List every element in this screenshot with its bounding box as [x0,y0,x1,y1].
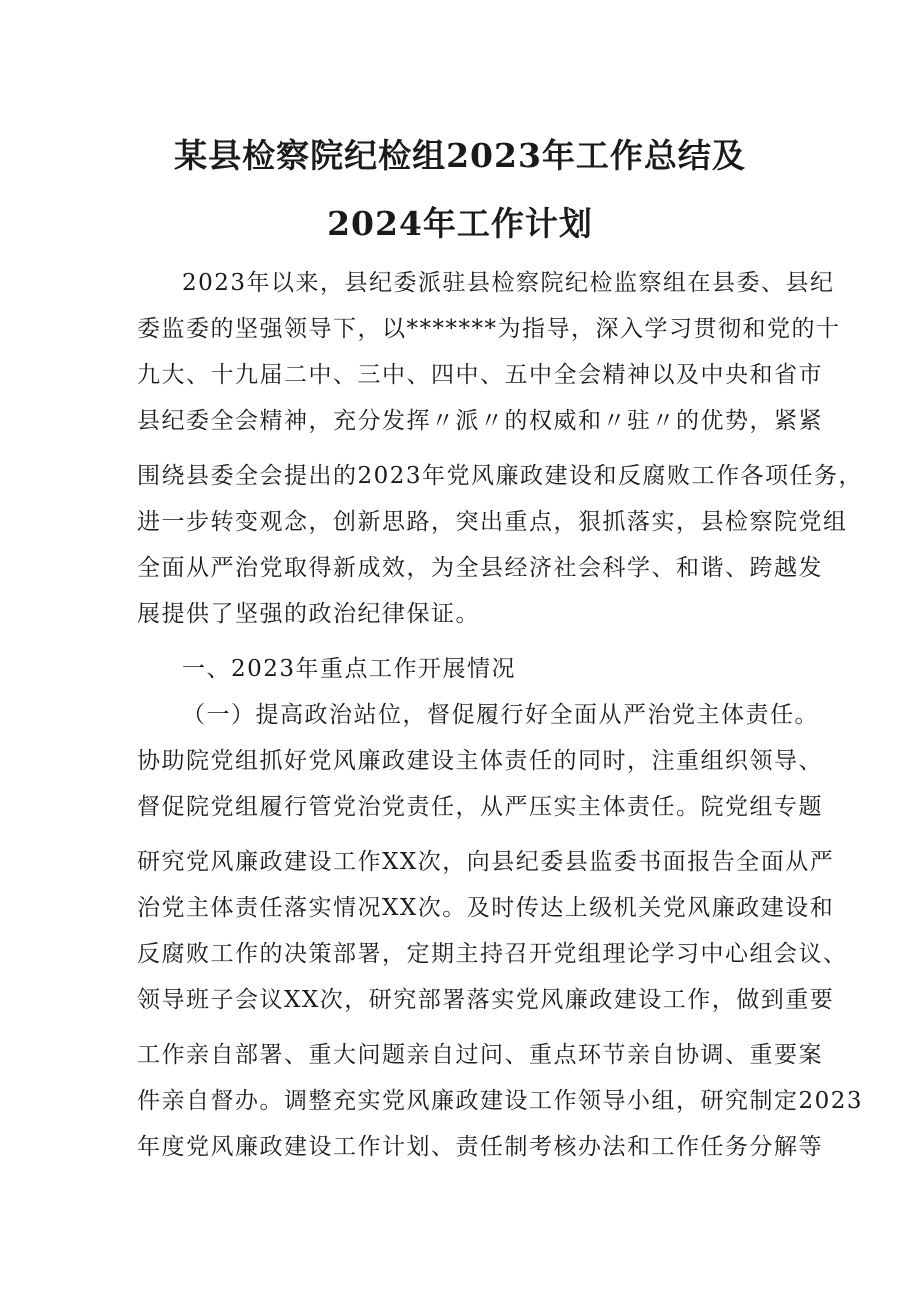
paragraph-line: 研究党风廉政建设工作XX次，向县纪委县监委书面报告全面从严 [137,849,835,875]
paragraph-line: 委监委的坚强领导下，以*******为指导，深入学习贯彻和党的十 [137,316,841,342]
paragraph-line: 展提供了坚强的政治纪律保证。 [137,601,480,627]
paragraph-line: 2023年以来，县纪委派驻县检察院纪检监察组在县委、县纪 [182,270,835,296]
paragraph-line: 督促院党组履行管党治党责任，从严压实主体责任。院党组专题 [137,794,823,820]
paragraph-line: （一）提高政治站位，督促履行好全面从严治党主体责任。 [182,702,819,728]
paragraph-line: 九大、十九届二中、三中、四中、五中全会精神以及中央和省市 [137,362,823,388]
document-title-line-2: 2024年工作计划 [327,204,593,243]
paragraph-line: 协助院党组抓好党风廉政建设主体责任的同时，注重组织领导、 [137,748,823,774]
paragraph-line: 县纪委全会精神，充分发挥〃派〃的权威和〃驻〃的优势，紧紧 [137,408,823,434]
paragraph-line: 治党主体责任落实情况XX次。及时传达上级机关党风廉政建设和 [137,895,835,921]
document-title-line-1: 某县检察院纪检组2023年工作总结及 [174,136,746,175]
paragraph-line: 围绕县委全会提出的2023年党风廉政建设和反腐败工作各项任务， [137,463,864,489]
paragraph-line: 进一步转变观念，创新思路，突出重点，狠抓落实，县检察院党组 [137,509,848,535]
paragraph-line: 全面从严治党取得新成效，为全县经济社会科学、和谐、跨越发 [137,555,823,581]
paragraph-line: 领导班子会议XX次，研究部署落实党风廉政建设工作，做到重要 [137,987,835,1013]
paragraph-line: 年度党风廉政建设工作计划、责任制考核办法和工作任务分解等 [137,1134,823,1160]
paragraph-line: 件亲自督办。调整充实党风廉政建设工作领导小组，研究制定2023 [137,1088,864,1114]
paragraph-line: 工作亲自部署、重大问题亲自过问、重点环节亲自协调、重要案 [137,1042,823,1068]
section-heading: 一、2023年重点工作开展情况 [182,656,517,682]
paragraph-line: 反腐败工作的决策部署，定期主持召开党组理论学习中心组会议、 [137,941,848,967]
